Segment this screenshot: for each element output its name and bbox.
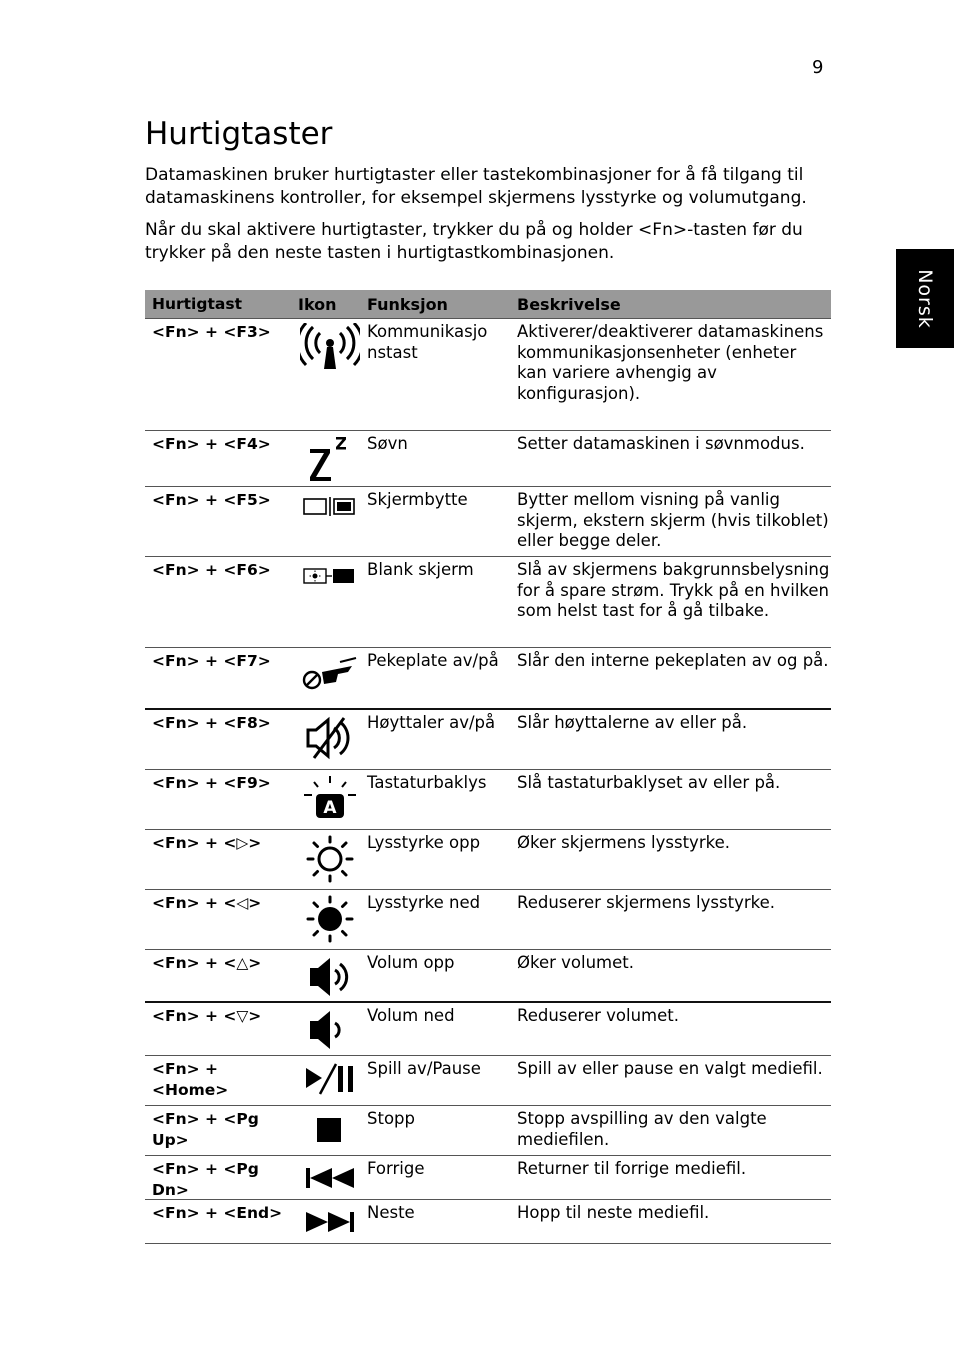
table-row xyxy=(145,557,831,648)
table-row xyxy=(145,431,831,487)
function-cell: Kommunikasjo nstast xyxy=(367,322,488,362)
icon-cell xyxy=(298,487,367,556)
language-tab-label: Norsk xyxy=(914,268,936,329)
icon-cell xyxy=(298,1056,367,1105)
header-description: Beskrivelse xyxy=(517,294,621,314)
header-hotkey: Hurtigtast xyxy=(152,295,242,313)
table-header xyxy=(145,290,831,319)
icon-cell xyxy=(298,830,367,889)
description-cell: Slå tastaturbaklyset av eller på. xyxy=(517,773,781,792)
instruction-paragraph: Når du skal aktivere hurtigtaster, trykker du på og holder <Fn>-tasten før du trykker på den neste tasten i hurtigtastkombinasjonen. xyxy=(145,220,803,263)
hotkey-cell: <Fn> + <F5> xyxy=(152,491,271,509)
table-row xyxy=(145,487,831,557)
volume-down-icon xyxy=(300,1007,360,1053)
table-row xyxy=(145,1056,831,1106)
hotkey-table xyxy=(145,290,831,1244)
hotkey-cell: <Fn> + <End> xyxy=(152,1204,283,1222)
function-cell: Blank skjerm xyxy=(367,560,474,579)
function-cell: Neste xyxy=(367,1203,415,1222)
function-cell: Stopp xyxy=(367,1109,415,1128)
page-title: Hurtigtaster xyxy=(145,116,333,152)
table-row xyxy=(145,710,831,770)
brightness-down-icon xyxy=(300,894,360,944)
table-row xyxy=(145,648,831,710)
screen-blank-icon xyxy=(300,561,360,591)
table-row xyxy=(145,890,831,950)
table-row xyxy=(145,830,831,890)
touchpad-toggle-icon xyxy=(300,652,360,692)
sleep-icon xyxy=(300,435,360,485)
hotkey-cell: <Fn> + <Pg Up> xyxy=(152,1110,259,1149)
function-cell: Lysstyrke opp xyxy=(367,833,481,852)
stop-icon xyxy=(300,1110,360,1150)
function-cell: Tastaturbaklys xyxy=(367,773,487,792)
table-row xyxy=(145,319,831,431)
function-cell: Spill av/Pause xyxy=(367,1059,481,1078)
table-row xyxy=(145,1200,831,1244)
description-cell: Setter datamaskinen i søvnmodus. xyxy=(517,434,805,453)
description-cell: Bytter mellom visning på vanlig skjerm, ekstern skjerm (hvis tilkoblet) eller begge deler. xyxy=(517,490,829,550)
description-cell: Spill av eller pause en valgt mediefil. xyxy=(517,1059,823,1078)
description-cell: Øker volumet. xyxy=(517,953,634,972)
function-cell: Forrige xyxy=(367,1159,425,1178)
hotkey-cell: <Fn> + <Home> xyxy=(152,1060,229,1099)
icon-cell xyxy=(298,319,367,430)
keyboard-backlight-icon xyxy=(300,774,360,824)
function-cell: Skjermbytte xyxy=(367,490,468,509)
table-row xyxy=(145,1003,831,1056)
icon-cell xyxy=(298,890,367,949)
function-cell: Søvn xyxy=(367,434,408,453)
previous-icon xyxy=(300,1160,360,1194)
volume-up-icon xyxy=(300,954,360,1000)
table-row xyxy=(145,770,831,830)
header-function: Funksjon xyxy=(367,294,448,314)
description-cell: Returner til forrige mediefil. xyxy=(517,1159,747,1178)
page-number: 9 xyxy=(812,57,824,78)
function-cell: Høyttaler av/på xyxy=(367,713,496,732)
hotkey-cell: <Fn> + <◁> xyxy=(152,894,262,912)
hotkey-cell: <Fn> + <F3> xyxy=(152,323,271,341)
display-toggle-icon xyxy=(300,491,360,521)
icon-cell xyxy=(298,950,367,1001)
icon-cell xyxy=(298,1106,367,1155)
intro-paragraph: Datamaskinen bruker hurtigtaster eller tastekombinasjoner for å få tilgang til datamaskinens kontroller, for eksempel skjermens lysstyrke og volumutgang. xyxy=(145,165,807,208)
icon-cell xyxy=(298,1003,367,1055)
function-cell: Volum ned xyxy=(367,1006,455,1025)
function-cell: Volum opp xyxy=(367,953,455,972)
table-row xyxy=(145,1156,831,1200)
hotkey-cell: <Fn> + <Pg Dn> xyxy=(152,1160,259,1199)
description-cell: Reduserer volumet. xyxy=(517,1006,679,1025)
icon-cell xyxy=(298,1200,367,1243)
hotkey-cell: <Fn> + <F6> xyxy=(152,561,271,579)
icon-cell xyxy=(298,557,367,647)
icon-cell xyxy=(298,648,367,708)
description-cell: Slå av skjermens bakgrunnsbelysning for å spare strøm. Trykk på en hvilken som helst tast for å gå tilbake. xyxy=(517,560,830,620)
description-cell: Reduserer skjermens lysstyrke. xyxy=(517,893,775,912)
icon-cell xyxy=(298,1156,367,1199)
description-cell: Slår den interne pekeplaten av og på. xyxy=(517,651,829,670)
speaker-mute-icon xyxy=(300,714,360,762)
play-pause-icon xyxy=(300,1060,360,1100)
wireless-icon xyxy=(300,323,360,373)
table-row xyxy=(145,1106,831,1156)
hotkey-cell: <Fn> + <F4> xyxy=(152,435,271,453)
function-cell: Pekeplate av/på xyxy=(367,651,499,670)
description-cell: Aktiverer/deaktiverer datamaskinens kommunikasjonsenheter (enheter kan variere avhengig av konfigurasjon). xyxy=(517,322,824,403)
header-icon: Ikon xyxy=(298,294,337,314)
function-cell: Lysstyrke ned xyxy=(367,893,481,912)
language-tab xyxy=(896,249,954,348)
brightness-up-icon xyxy=(300,834,360,884)
svg-text:A: A xyxy=(323,798,337,818)
table-row xyxy=(145,950,831,1003)
icon-cell xyxy=(298,710,367,769)
next-icon xyxy=(300,1204,360,1238)
hotkey-cell: <Fn> + <F9> xyxy=(152,774,271,792)
hotkey-cell: <Fn> + <F8> xyxy=(152,714,271,732)
icon-cell xyxy=(298,770,367,829)
hotkey-cell: <Fn> + <▷> xyxy=(152,834,262,852)
description-cell: Stopp avspilling av den valgte mediefilen. xyxy=(517,1109,767,1149)
description-cell: Hopp til neste mediefil. xyxy=(517,1203,710,1222)
hotkey-cell: <Fn> + <△> xyxy=(152,954,262,972)
hotkey-cell: <Fn> + <F7> xyxy=(152,652,271,670)
hotkey-cell: <Fn> + <▽> xyxy=(152,1007,262,1025)
description-cell: Øker skjermens lysstyrke. xyxy=(517,833,730,852)
icon-cell xyxy=(298,431,367,486)
description-cell: Slår høyttalerne av eller på. xyxy=(517,713,748,732)
